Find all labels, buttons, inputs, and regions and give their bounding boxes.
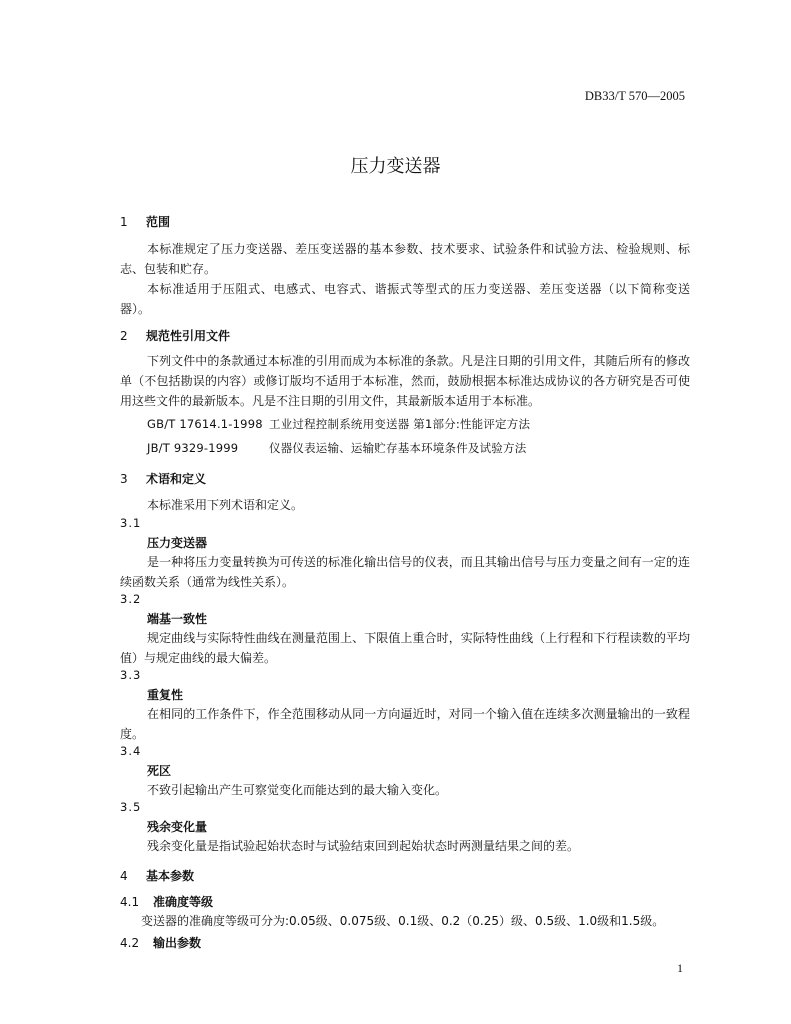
section-1-para-2: 本标准适用于压阻式、电感式、电容式、谐振式等型式的压力变送器、差压变送器（以下简称变送器）。 — [120, 282, 690, 316]
page-number: 1 — [677, 961, 683, 975]
term-number: 3.5 — [120, 800, 142, 814]
page-title: 压力变送器 — [350, 156, 441, 177]
term-title: 端基一致性 — [147, 612, 208, 626]
reference-item: JB/T 9329-1999 仪器仪表运输、运输贮存基本环境条件及试验方法 — [147, 441, 527, 455]
term-title: 压力变送器 — [147, 536, 208, 550]
term-definition: 规定曲线与实际特性曲线在测量范围上、下限值上重合时，实际特性曲线（上行程和下行程读数的平均值）与规定曲线的最大偏差。 — [120, 631, 690, 665]
term-number: 3.2 — [120, 592, 142, 606]
section-3-intro: 本标准采用下列术语和定义。 — [147, 498, 304, 512]
section-3-heading: 3 术语和定义 — [120, 472, 207, 486]
term-definition: 是一种将压力变量转换为可传送的标准化输出信号的仪表，而且其输出信号与压力变量之间有一定的连续函数关系（通常为线性关系）。 — [120, 555, 690, 589]
section-1-heading: 1 范围 — [120, 215, 171, 229]
term-title: 重复性 — [147, 688, 184, 702]
section-4-heading: 4 基本参数 — [120, 869, 195, 883]
standard-number: DB33/T 570—2005 — [584, 89, 685, 103]
term-title: 死区 — [147, 764, 172, 778]
section-1-para-1: 本标准规定了压力变送器、差压变送器的基本参数、技术要求、试验条件和试验方法、检验规则、标志、包装和贮存。 — [120, 242, 690, 276]
term-title: 残余变化量 — [147, 820, 208, 834]
term-definition: 不致引起输出产生可察觉变化而能达到的最大输入变化。 — [147, 783, 448, 797]
term-number: 3.1 — [120, 516, 142, 530]
term-definition: 在相同的工作条件下，作全范围移动从同一方向逼近时，对同一个输入值在连续多次测量输出的一致程度。 — [120, 707, 690, 741]
section-2-para-1: 下列文件中的条款通过本标准的引用而成为本标准的条款。凡是注日期的引用文件，其随后所有的修改单（不包括勘误的内容）或修订版均不适用于本标准，然而，鼓励根据本标准达成协议的各方研究是否可使用这些文件的最新版本。凡是不注日期的引用文件，其最新版本适用于本标准。 — [120, 354, 690, 408]
term-number: 3.4 — [120, 744, 142, 758]
section-2-heading: 2 规范性引用文件 — [120, 329, 231, 343]
subsection-4-2-heading: 4.2 输出参数 — [120, 936, 202, 950]
subsection-4-1-text: 变送器的准确度等级可分为:0.05级、0.075级、0.1级、0.2（0.25）级、0.5级、1.0级和1.5级。 — [141, 914, 665, 928]
term-number: 3.3 — [120, 668, 142, 682]
term-definition: 残余变化量是指试验起始状态时与试验结束回到起始状态时两测量结果之间的差。 — [147, 839, 580, 853]
reference-item: GB/T 17614.1-1998 工业过程控制系统用变送器 第1部分:性能评定方法 — [147, 417, 531, 431]
subsection-4-1-heading: 4.1 准确度等级 — [120, 895, 214, 909]
